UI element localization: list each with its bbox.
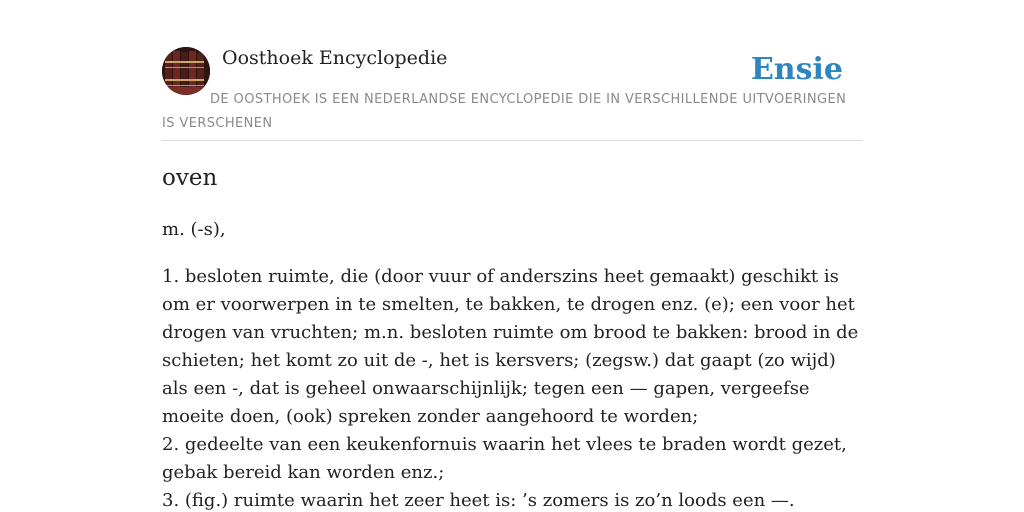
- source-header: [162, 46, 862, 141]
- sense-item: 1. besloten ruimte, die (door vuur of anderszins heet gemaakt) geschikt is om er voorwerpen in te smelten, te bakken, te drogen enz. (e); een voor het drogen van vruchten; m.n. besloten ruimte om brood te bakken: brood in de schieten; het komt zo uit de -, het is kersvers; (zegsw.) dat gaapt (zo wijd) als een -, dat is geheel onwaarschijnlijk; tegen een — gapen, vergeefse moeite doen, (ook) spreken zonder aangehoord te worden;: [162, 266, 859, 427]
- sense-item: 3. (fig.) ruimte waarin het zeer heet is: ’s zomers is zo’n loods een —.: [162, 490, 795, 511]
- entry-headword: oven: [162, 165, 218, 191]
- source-description: DE OOSTHOEK IS EEN NEDERLANDSE ENCYCLOPEDIE DIE IN VERSCHILLENDE UITVOERINGEN IS VERSCHENEN: [162, 92, 847, 131]
- entry-grammar: m. (-s),: [162, 219, 226, 240]
- brand-logo[interactable]: Ensie: [750, 52, 843, 87]
- sense-item: 2. gedeelte van een keukenfornuis waarin het vlees te braden wordt gezet, gebak bereid kan worden enz.;: [162, 434, 847, 483]
- source-title[interactable]: Oosthoek Encyclopedie: [222, 47, 448, 69]
- entry-senses: [162, 263, 862, 512]
